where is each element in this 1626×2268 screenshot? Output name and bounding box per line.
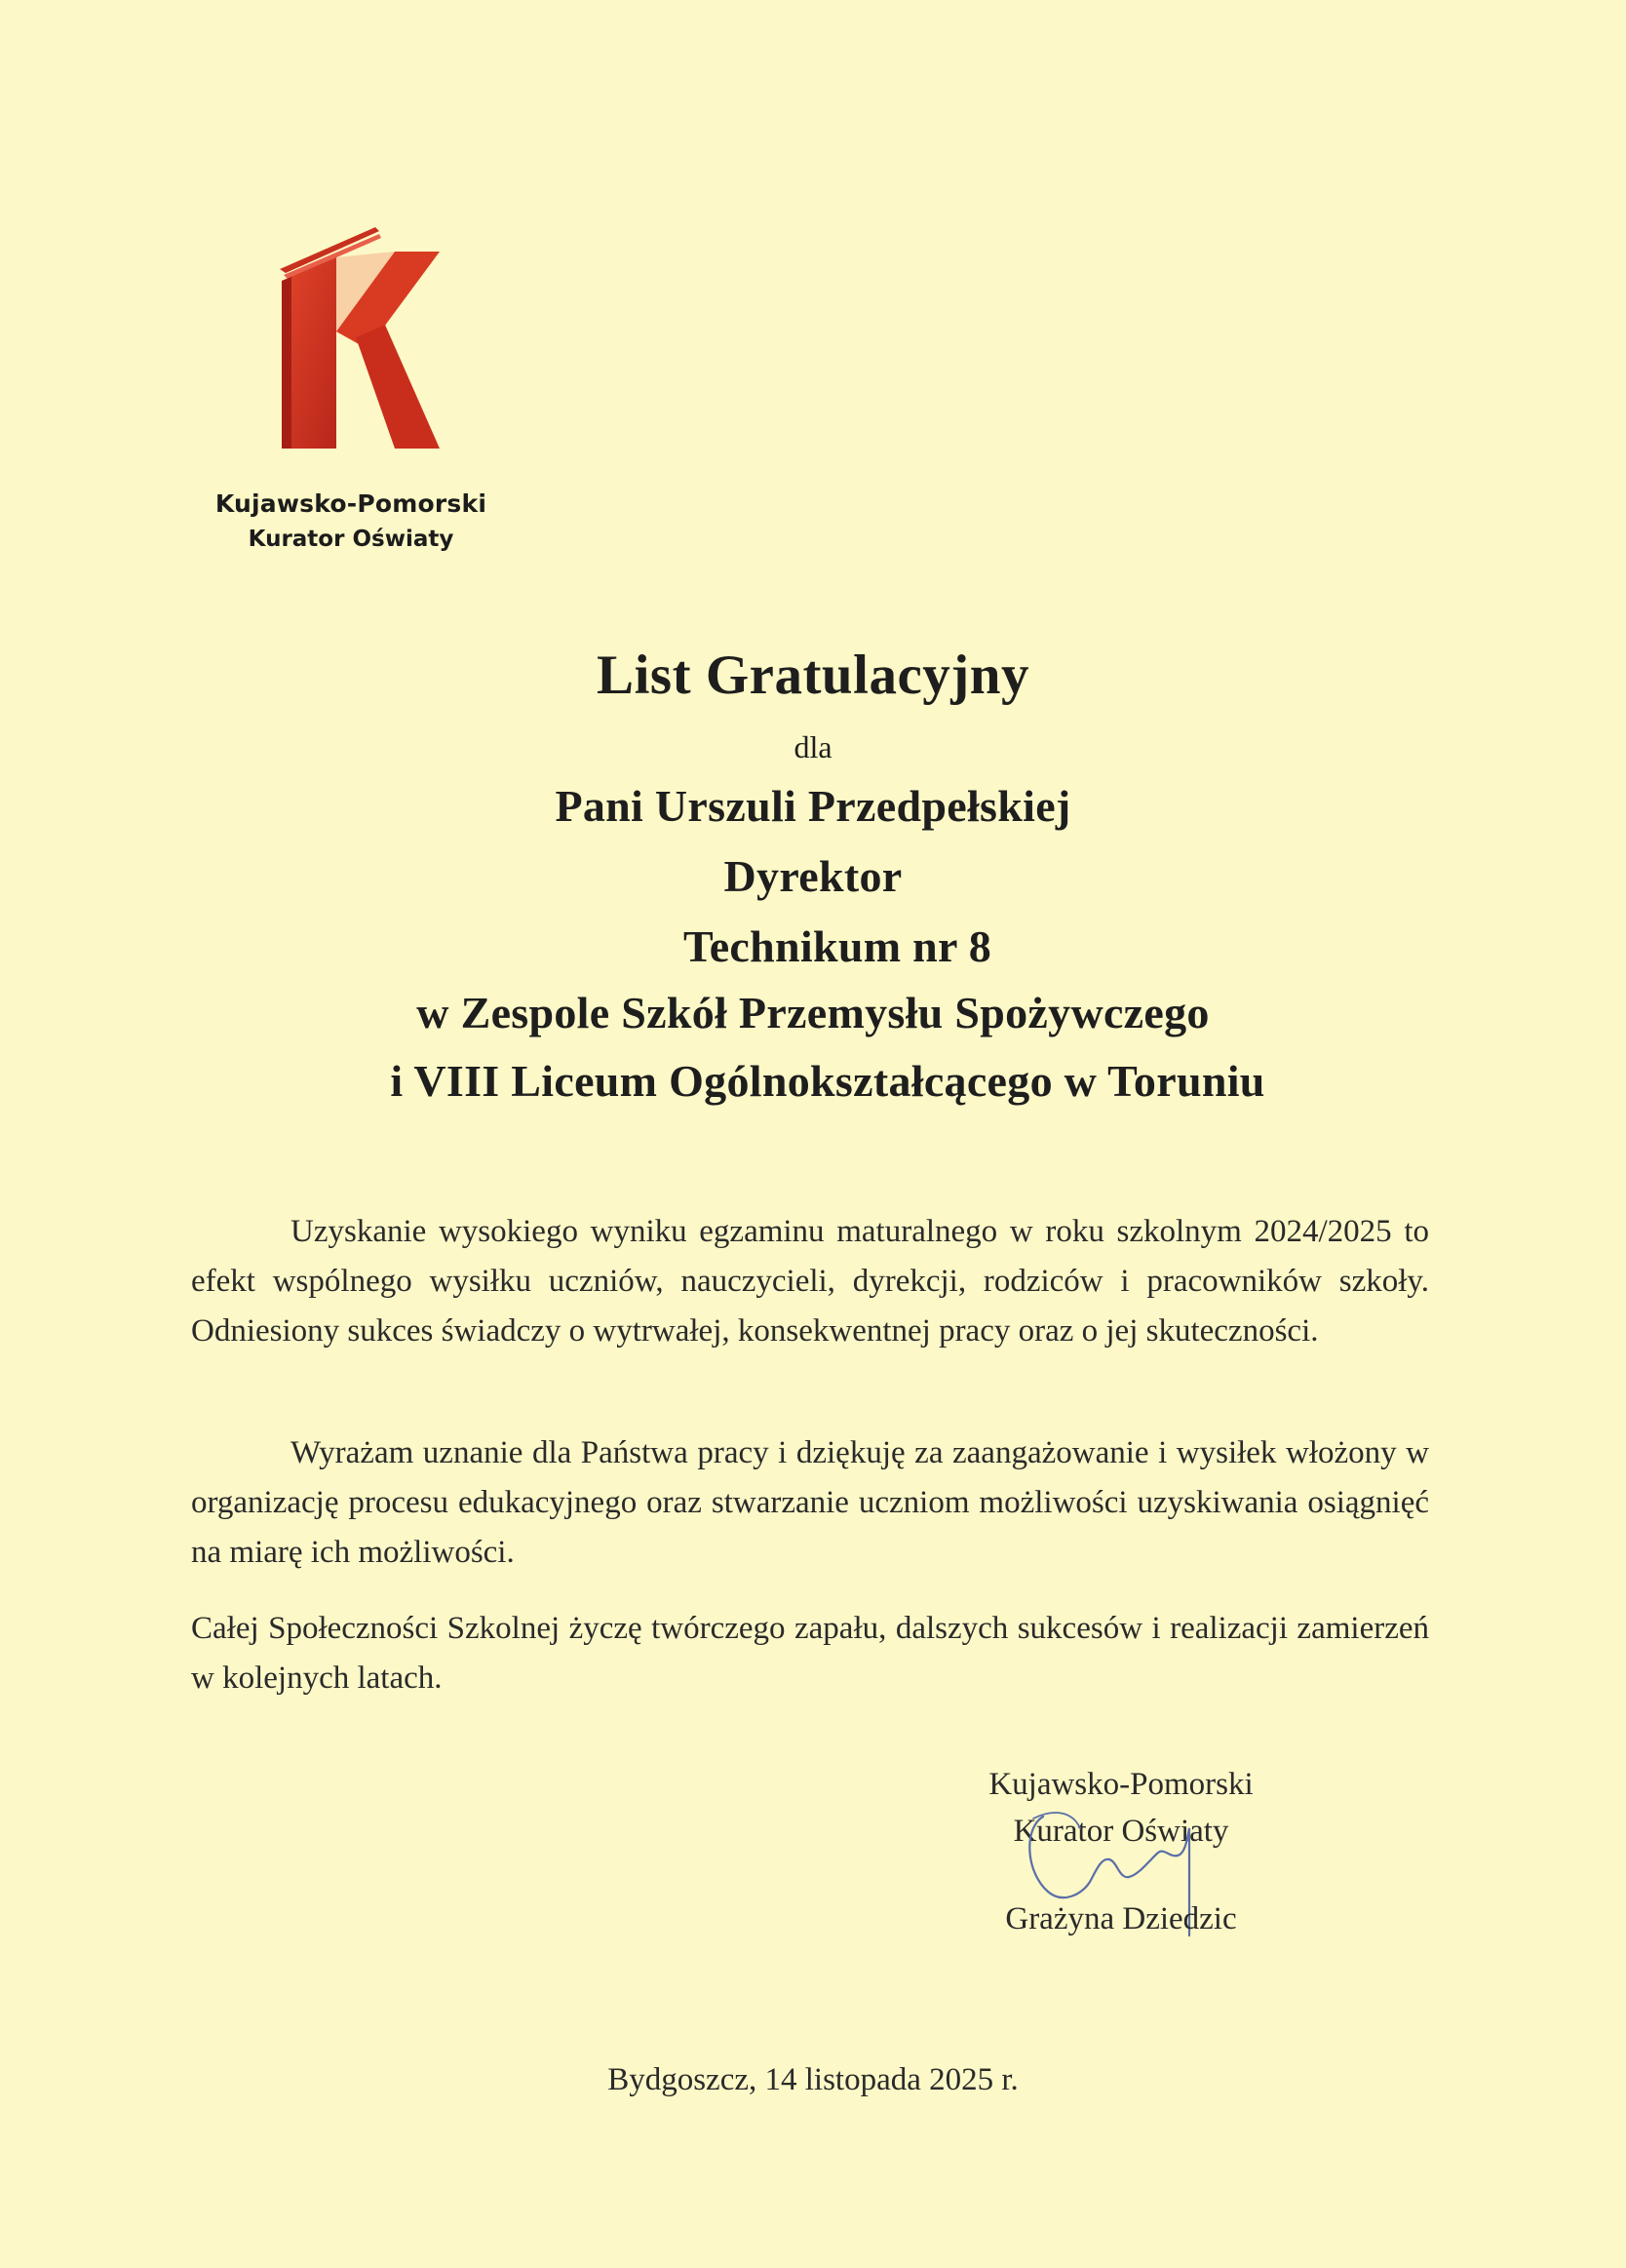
logo-caption-line2: Kurator Oświaty xyxy=(248,527,454,552)
for-label: dla xyxy=(794,729,832,764)
signature-title-line1: Kujawsko-Pomorski xyxy=(988,1767,1254,1802)
school-line-3: i VIII Liceum Ogólnokształcącego w Toruniu xyxy=(390,1056,1265,1106)
logo-caption-line1: Kujawsko-Pomorski xyxy=(214,489,487,518)
body-paragraph-1: Uzyskanie wysokiego wyniku egzaminu maturalnego w roku szkolnym 2024/2025 to efekt wspólnego wysiłku uczniów, nauczycieli, dyrekcji, rodziców i pracowników szkoły. Odniesiony sukces świadczy o wytrwałej, konsekwentnej pracy oraz o jej skuteczności. xyxy=(191,1214,1429,1349)
body-paragraph-2: Wyrażam uznanie dla Państwa pracy i dziękuję za zaangażowanie i wysiłek włożony w organizację procesu edukacyjnego oraz stwarzanie uczniom możliwości uzyskiwania osiągnięć na miarę ich możliwości. xyxy=(191,1435,1429,1570)
body-paragraph-3: Całej Społeczności Szkolnej życzę twórczego zapału, dalszych sukcesów i realizacji zamierzeń w kolejnych latach. xyxy=(191,1611,1429,1696)
recipient-name: Pani Urszuli Przedpełskiej xyxy=(555,781,1071,831)
signature-title-line2: Kurator Oświaty xyxy=(1013,1814,1229,1849)
school-line-1: Technikum nr 8 xyxy=(682,921,992,971)
recipient-position: Dyrektor xyxy=(723,851,903,901)
document-title: List Gratulacyjny xyxy=(597,645,1029,706)
school-line-2: w Zespole Szkół Przemysłu Spożywczego xyxy=(416,988,1210,1037)
signatory-name: Grażyna Dziedzic xyxy=(1005,1901,1237,1936)
place-and-date: Bydgoszcz, 14 listopada 2025 r. xyxy=(607,2062,1019,2097)
book-k-logo-icon xyxy=(278,222,444,456)
kurator-logo xyxy=(278,222,444,456)
